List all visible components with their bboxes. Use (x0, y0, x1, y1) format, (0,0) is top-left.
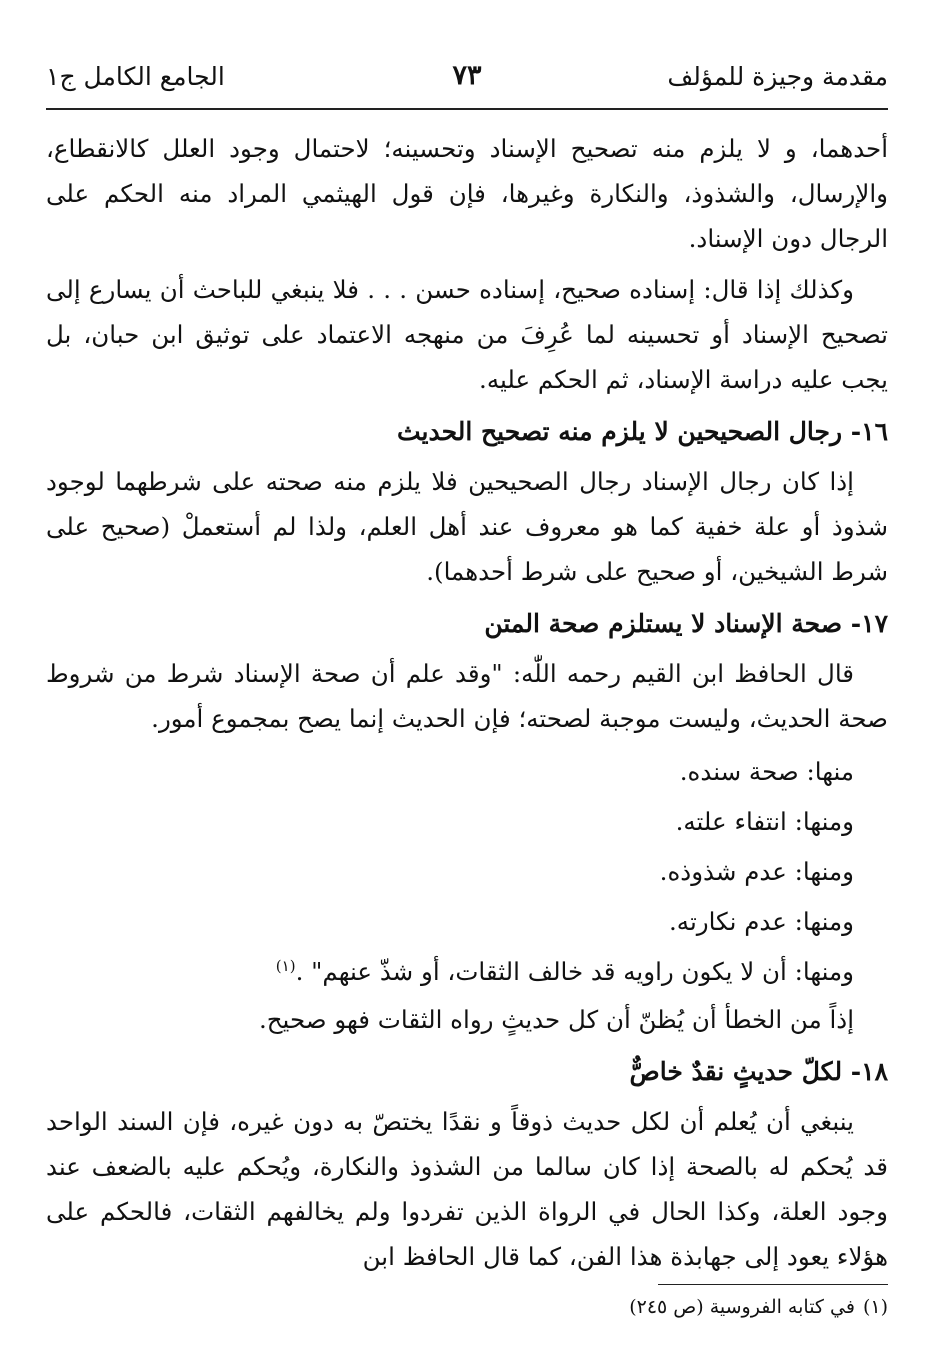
footnote (629, 1296, 888, 1318)
section-heading-17: ١٧- صحة الإسناد لا يستلزم صحة المتن (484, 609, 888, 638)
paragraph-3: إذا كان رجال الإسناد رجال الصحيحين فلا يلزم منه صحته على شرطهما لوجود شذوذ أو علة خفية كما هو معروف عند أهل العلم، ولذا لم أستعملْ (صحيح على شرط الشيخين، أو صحيح على شرط أحدهما). (46, 467, 888, 586)
paragraph-1: أحدهما، و لا يلزم منه تصحيح الإسناد وتحسينه؛ لاحتمال وجود العلل كالانقطاع، والإرسال، والشذوذ، والنكارة وغيرها، فإن قول الهيثمي المراد منه الحكم على الرجال دون الإسناد. (46, 134, 888, 253)
footnote-divider (658, 1284, 888, 1285)
paragraph-6: ينبغي أن يُعلم أن لكل حديث ذوقاً و نقدًا يختصّ به دون غيره، فإن السند الواحد قد يُحكم له بالصحة إذا كان سالما من الشذوذ والنكارة، ويُحكم عليه بالضعف عند وجود العلة، وكذا الحال في الرواة الذين تفردوا ولم يخالفهم الثقات، فالحكم على هؤلاء يعود إلى جهابذة هذا الفن، كما قال الحافظ ابن (46, 1107, 888, 1271)
page-number: ٧٣ (452, 60, 482, 91)
list-item-with-footnote (46, 947, 888, 997)
section-heading-18: ١٨- لكلّ حديثٍ نقدٌ خاصٌّ (629, 1057, 888, 1086)
paragraph-2: وكذلك إذا قال: إسناده صحيح، إسناده حسن . . . فلا ينبغي للباحث أن يسارع إلى تصحيح الإسناد أو تحسينه لما عُرِفَ من منهجه الاعتماد على توثيق ابن حبان، بل يجب عليه دراسة الإسناد، ثم الحكم عليه. (46, 275, 888, 394)
list-item: ومنها: عدم شذوذه. (659, 857, 854, 886)
chapter-title: مقدمة وجيزة للمؤلف (667, 62, 888, 91)
list-item: ومنها: عدم نكارته. (669, 907, 854, 936)
paragraph-5: إذاً من الخطأ أن يُظنّ أن كل حديثٍ رواه الثقات فهو صحيح. (258, 1005, 854, 1034)
list-item-text: ومنها: أن لا يكون راويه قد خالف الثقات، أو شذّ عنهم" . (295, 957, 854, 986)
page-body (46, 110, 888, 1279)
section-heading-16: ١٦- رجال الصحيحين لا يلزم منه تصحيح الحديث (397, 417, 888, 446)
footnote-number: (١) (862, 1296, 888, 1318)
list-item: منها: صحة سنده. (679, 757, 854, 786)
footnote-text: في كتابه الفروسية (ص ٢٤٥) (629, 1296, 855, 1318)
footnote-reference[interactable]: (١) (275, 956, 296, 975)
page-header (46, 0, 888, 110)
book-title: الجامع الكامل ج١ (46, 62, 225, 91)
list-item: ومنها: انتفاء علته. (675, 807, 854, 836)
paragraph-4: قال الحافظ ابن القيم رحمه اللّٰه: "وقد علم أن صحة الإسناد شرط من شروط صحة الحديث، وليست موجبة لصحته؛ فإن الحديث إنما يصح بمجموع أمور. (46, 659, 888, 733)
